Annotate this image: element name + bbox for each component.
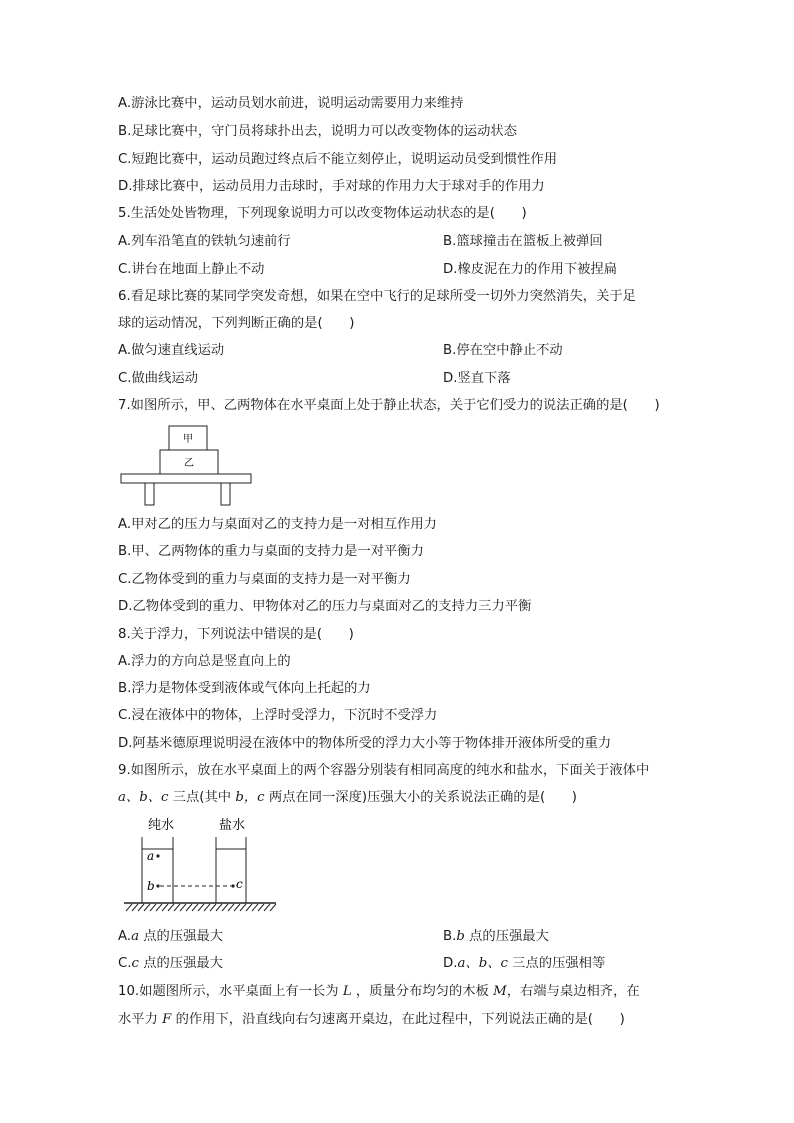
q8-option-d: D.阿基米德原理说明浸在液体中的物体所受的浮力大小等于物体排开液体所受的重力 bbox=[118, 736, 612, 751]
q6-option-b: B.停在空中静止不动 bbox=[443, 343, 563, 358]
q7-option-c: C.乙物体受到的重力与桌面的支持力是一对平衡力 bbox=[118, 572, 411, 587]
label-point-c: c bbox=[236, 877, 243, 891]
q8-stem: 8.关于浮力，下列说法中错误的是( ) bbox=[118, 627, 354, 642]
q5-option-c: C.讲台在地面上静止不动 bbox=[118, 262, 265, 277]
table-leg-left bbox=[145, 483, 154, 505]
q6-stem-line1: 6.看足球比赛的某同学突发奇想，如果在空中飞行的足球所受一切外力突然消失，关于足 bbox=[118, 289, 636, 304]
q4-option-c: C.短跑比赛中，运动员跑过终点后不能立刻停止，说明运动员受到惯性作用 bbox=[118, 152, 558, 167]
q7-figure-table-with-blocks bbox=[118, 423, 254, 507]
point-a bbox=[156, 854, 159, 857]
q9-stem-points: a、b、c bbox=[118, 790, 169, 805]
q5-stem: 5.生活处处皆物理，下列现象说明力可以改变物体运动状态的是( ) bbox=[118, 206, 527, 221]
q9-option-a: A.a 点的压强最大 bbox=[118, 929, 224, 944]
ground-hatching bbox=[126, 904, 276, 911]
label-pure-water: 纯水 bbox=[147, 818, 175, 833]
q7-stem: 7.如图所示，甲、乙两物体在水平桌面上处于静止状态，关于它们受力的说法正确的是( ) bbox=[118, 398, 660, 413]
q6-option-d: D.竖直下落 bbox=[443, 371, 511, 386]
q4-option-d: D.排球比赛中，运动员用力击球时，手对球的作用力大于球对手的作用力 bbox=[118, 179, 545, 194]
q6-stem-line2: 球的运动情况，下列判断正确的是( ) bbox=[118, 316, 355, 331]
table-leg-right bbox=[221, 483, 230, 505]
q5-option-d: D.橡皮泥在力的作用下被捏扁 bbox=[443, 262, 618, 277]
q9-option-b: B.b 点的压强最大 bbox=[443, 929, 549, 944]
point-b bbox=[156, 884, 159, 887]
q4-option-b: B.足球比赛中，守门员将球扑出去，说明力可以改变物体的运动状态 bbox=[118, 124, 517, 139]
q6-option-a: A.做匀速直线运动 bbox=[118, 343, 225, 358]
q8-option-b: B.浮力是物体受到液体或气体向上托起的力 bbox=[118, 681, 371, 696]
point-c bbox=[231, 884, 234, 887]
label-jia: 甲 bbox=[183, 434, 193, 445]
q9-stem-line2: a、b、c 三点(其中 b，c 两点在同一深度)压强大小的关系说法正确的是( ) bbox=[118, 790, 577, 805]
q9-figure-containers bbox=[120, 813, 280, 915]
label-salt-water: 盐水 bbox=[218, 818, 246, 833]
q5-option-a: A.列车沿笔直的铁轨匀速前行 bbox=[118, 234, 291, 249]
q5-option-b: B.篮球撞击在篮板上被弹回 bbox=[443, 234, 603, 249]
q10-stem-line1: 10.如题图所示，水平桌面上有一长为 L ，质量分布均匀的木板 M，右端与桌边相齐，在 bbox=[118, 984, 640, 999]
label-yi: 乙 bbox=[184, 458, 194, 469]
tabletop bbox=[121, 474, 251, 483]
label-point-a: a bbox=[147, 849, 155, 863]
q9-stem-line1: 9.如图所示，放在水平桌面上的两个容器分别装有相同高度的纯水和盐水，下面关于液体中 bbox=[118, 763, 650, 778]
q7-option-d: D.乙物体受到的重力、甲物体对乙的压力与桌面对乙的支持力三力平衡 bbox=[118, 599, 532, 614]
q4-option-a: A.游泳比赛中，运动员划水前进，说明运动需要用力来维持 bbox=[118, 96, 464, 111]
q9-option-d: D.a、b、c 三点的压强相等 bbox=[443, 956, 606, 971]
q8-option-c: C.浸在液体中的物体，上浮时受浮力，下沉时不受浮力 bbox=[118, 708, 438, 723]
q9-option-c: C.c 点的压强最大 bbox=[118, 956, 223, 971]
q10-stem-line2: 水平力 F 的作用下，沿直线向右匀速离开桌边，在此过程中，下列说法正确的是( ) bbox=[118, 1012, 625, 1027]
q8-option-a: A.浮力的方向总是竖直向上的 bbox=[118, 654, 291, 669]
q7-option-b: B.甲、乙两物体的重力与桌面的支持力是一对平衡力 bbox=[118, 544, 424, 559]
label-point-b: b bbox=[147, 879, 155, 893]
q7-option-a: A.甲对乙的压力与桌面对乙的支持力是一对相互作用力 bbox=[118, 517, 437, 532]
q6-option-c: C.做曲线运动 bbox=[118, 371, 198, 386]
